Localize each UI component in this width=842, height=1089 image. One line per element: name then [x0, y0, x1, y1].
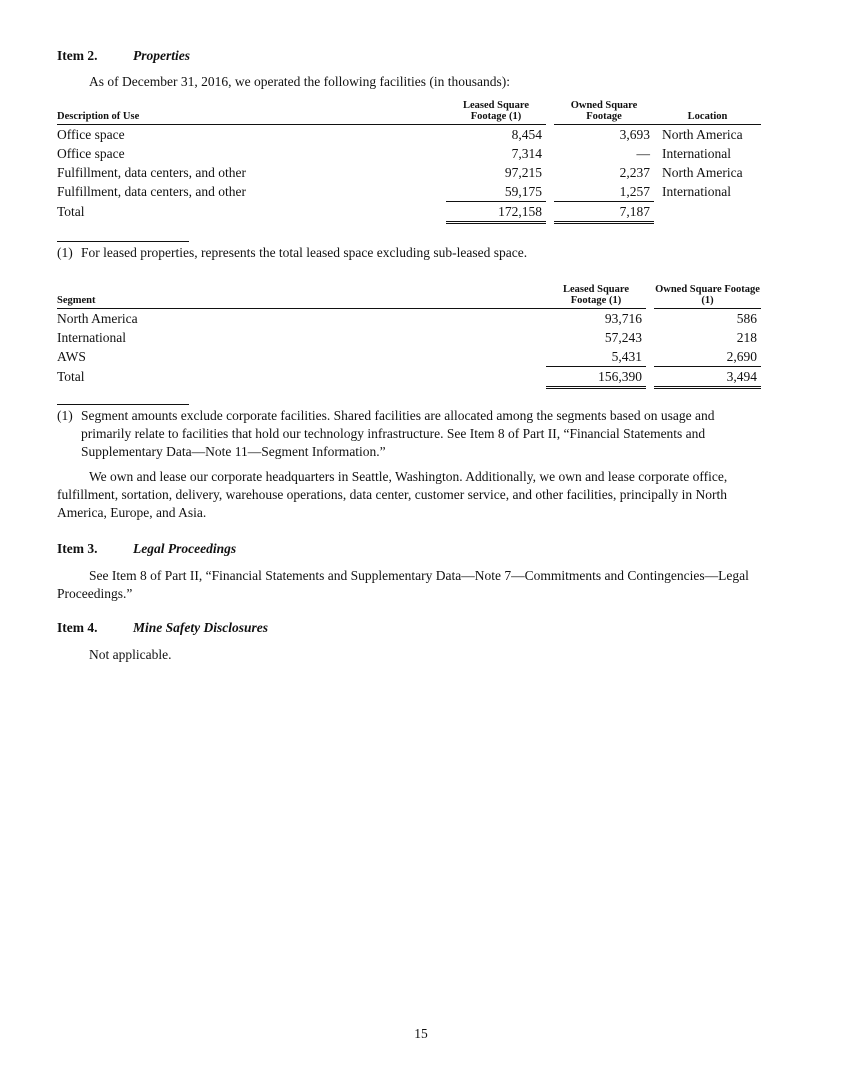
row-owned: — — [636, 145, 650, 161]
row-leased: 8,454 — [511, 126, 542, 142]
row-location: North America — [662, 126, 743, 142]
total-row — [57, 367, 761, 388]
col-header-location: Location — [654, 100, 761, 125]
segment-table-header — [57, 284, 761, 309]
hq-paragraph: We own and lease our corporate headquarters in Seattle, Washington. Additionally, we own and lease corporate office, fulfillment, sortation, delivery, warehouse operations, data center, customer service, and other facilities, principally in North America, Europe, and Asia. — [57, 469, 728, 520]
item2-title: Properties — [133, 48, 190, 63]
total-label: Total — [57, 204, 85, 219]
row-leased: 7,314 — [511, 145, 542, 161]
item3-number: Item 3. — [57, 541, 98, 556]
row-owned: 1,257 — [619, 183, 650, 199]
item3-title: Legal Proceedings — [133, 541, 237, 556]
item3-text: See Item 8 of Part II, “Financial Statements and Supplementary Data—Note 7—Commitments and Contingencies—Legal Proceedings.” — [57, 568, 749, 601]
row-segment: International — [57, 329, 126, 345]
table-row — [57, 163, 761, 182]
row-segment: North America — [57, 310, 138, 326]
row-owned: 586 — [736, 310, 757, 326]
row-location: International — [662, 145, 731, 161]
row-leased: 57,243 — [604, 329, 642, 345]
row-description: Office space — [57, 126, 125, 142]
total-leased: 156,390 — [546, 367, 646, 388]
page-number: 15 — [414, 1026, 428, 1041]
col-header-description: Description of Use — [57, 100, 446, 125]
row-description: Fulfillment, data centers, and other — [57, 183, 246, 199]
row-owned: 3,693 — [619, 126, 650, 142]
table2-footnote — [57, 407, 761, 461]
item4-text: Not applicable. — [89, 647, 172, 662]
item2-heading — [57, 48, 190, 64]
footnote-mark: (1) — [57, 245, 73, 260]
item4-number: Item 4. — [57, 620, 98, 635]
total-leased: 172,158 — [446, 202, 546, 223]
table1-footnote — [57, 244, 761, 262]
footnote-mark: (1) — [57, 408, 73, 423]
facilities-table-header — [57, 100, 761, 125]
col-header-segment: Segment — [57, 284, 546, 309]
col-header-owned: Owned Square Footage (1) — [654, 284, 761, 309]
row-leased: 93,716 — [604, 310, 642, 326]
row-description: Fulfillment, data centers, and other — [57, 164, 246, 180]
total-owned: 7,187 — [554, 202, 654, 223]
row-location: North America — [662, 164, 743, 180]
row-owned: 2,690 — [726, 348, 757, 364]
total-row — [57, 202, 761, 223]
col-header-owned: Owned Square Footage — [554, 100, 654, 125]
footnote-rule — [57, 241, 189, 242]
item3-heading — [57, 541, 236, 557]
table-row — [57, 144, 761, 163]
table-row — [57, 182, 761, 202]
total-owned: 3,494 — [654, 367, 761, 388]
row-owned: 218 — [736, 329, 757, 345]
col-header-leased: Leased Square Footage (1) — [546, 284, 646, 309]
total-label: Total — [57, 369, 85, 384]
table-row — [57, 125, 761, 145]
table-row — [57, 309, 761, 329]
col-header-leased: Leased Square Footage (1) — [446, 100, 546, 125]
item2-number: Item 2. — [57, 48, 98, 63]
row-description: Office space — [57, 145, 125, 161]
table-row — [57, 328, 761, 347]
row-segment: AWS — [57, 348, 86, 364]
row-leased: 97,215 — [504, 164, 542, 180]
footnote-text: For leased properties, represents the total leased space excluding sub-leased space. — [81, 245, 528, 260]
footnote-text: Segment amounts exclude corporate facilities. Shared facilities are allocated among the segments based on usage and primarily relate to facilities that hold our technology infrastructure. See Item 8 of Part II, “Financial Statements and Supplementary Data—Note 11—Segment Information.” — [81, 408, 715, 459]
row-location: International — [662, 183, 731, 199]
row-owned: 2,237 — [619, 164, 650, 180]
col-gap — [646, 284, 654, 309]
table-row — [57, 347, 761, 367]
row-leased: 5,431 — [611, 348, 642, 364]
row-leased: 59,175 — [504, 183, 542, 199]
item4-title: Mine Safety Disclosures — [133, 620, 268, 635]
item2-intro: As of December 31, 2016, we operated the following facilities (in thousands): — [89, 74, 511, 89]
facilities-table — [57, 100, 761, 224]
item4-heading — [57, 620, 268, 636]
col-gap — [546, 100, 554, 125]
segment-table — [57, 284, 761, 389]
footnote-rule — [57, 404, 189, 405]
